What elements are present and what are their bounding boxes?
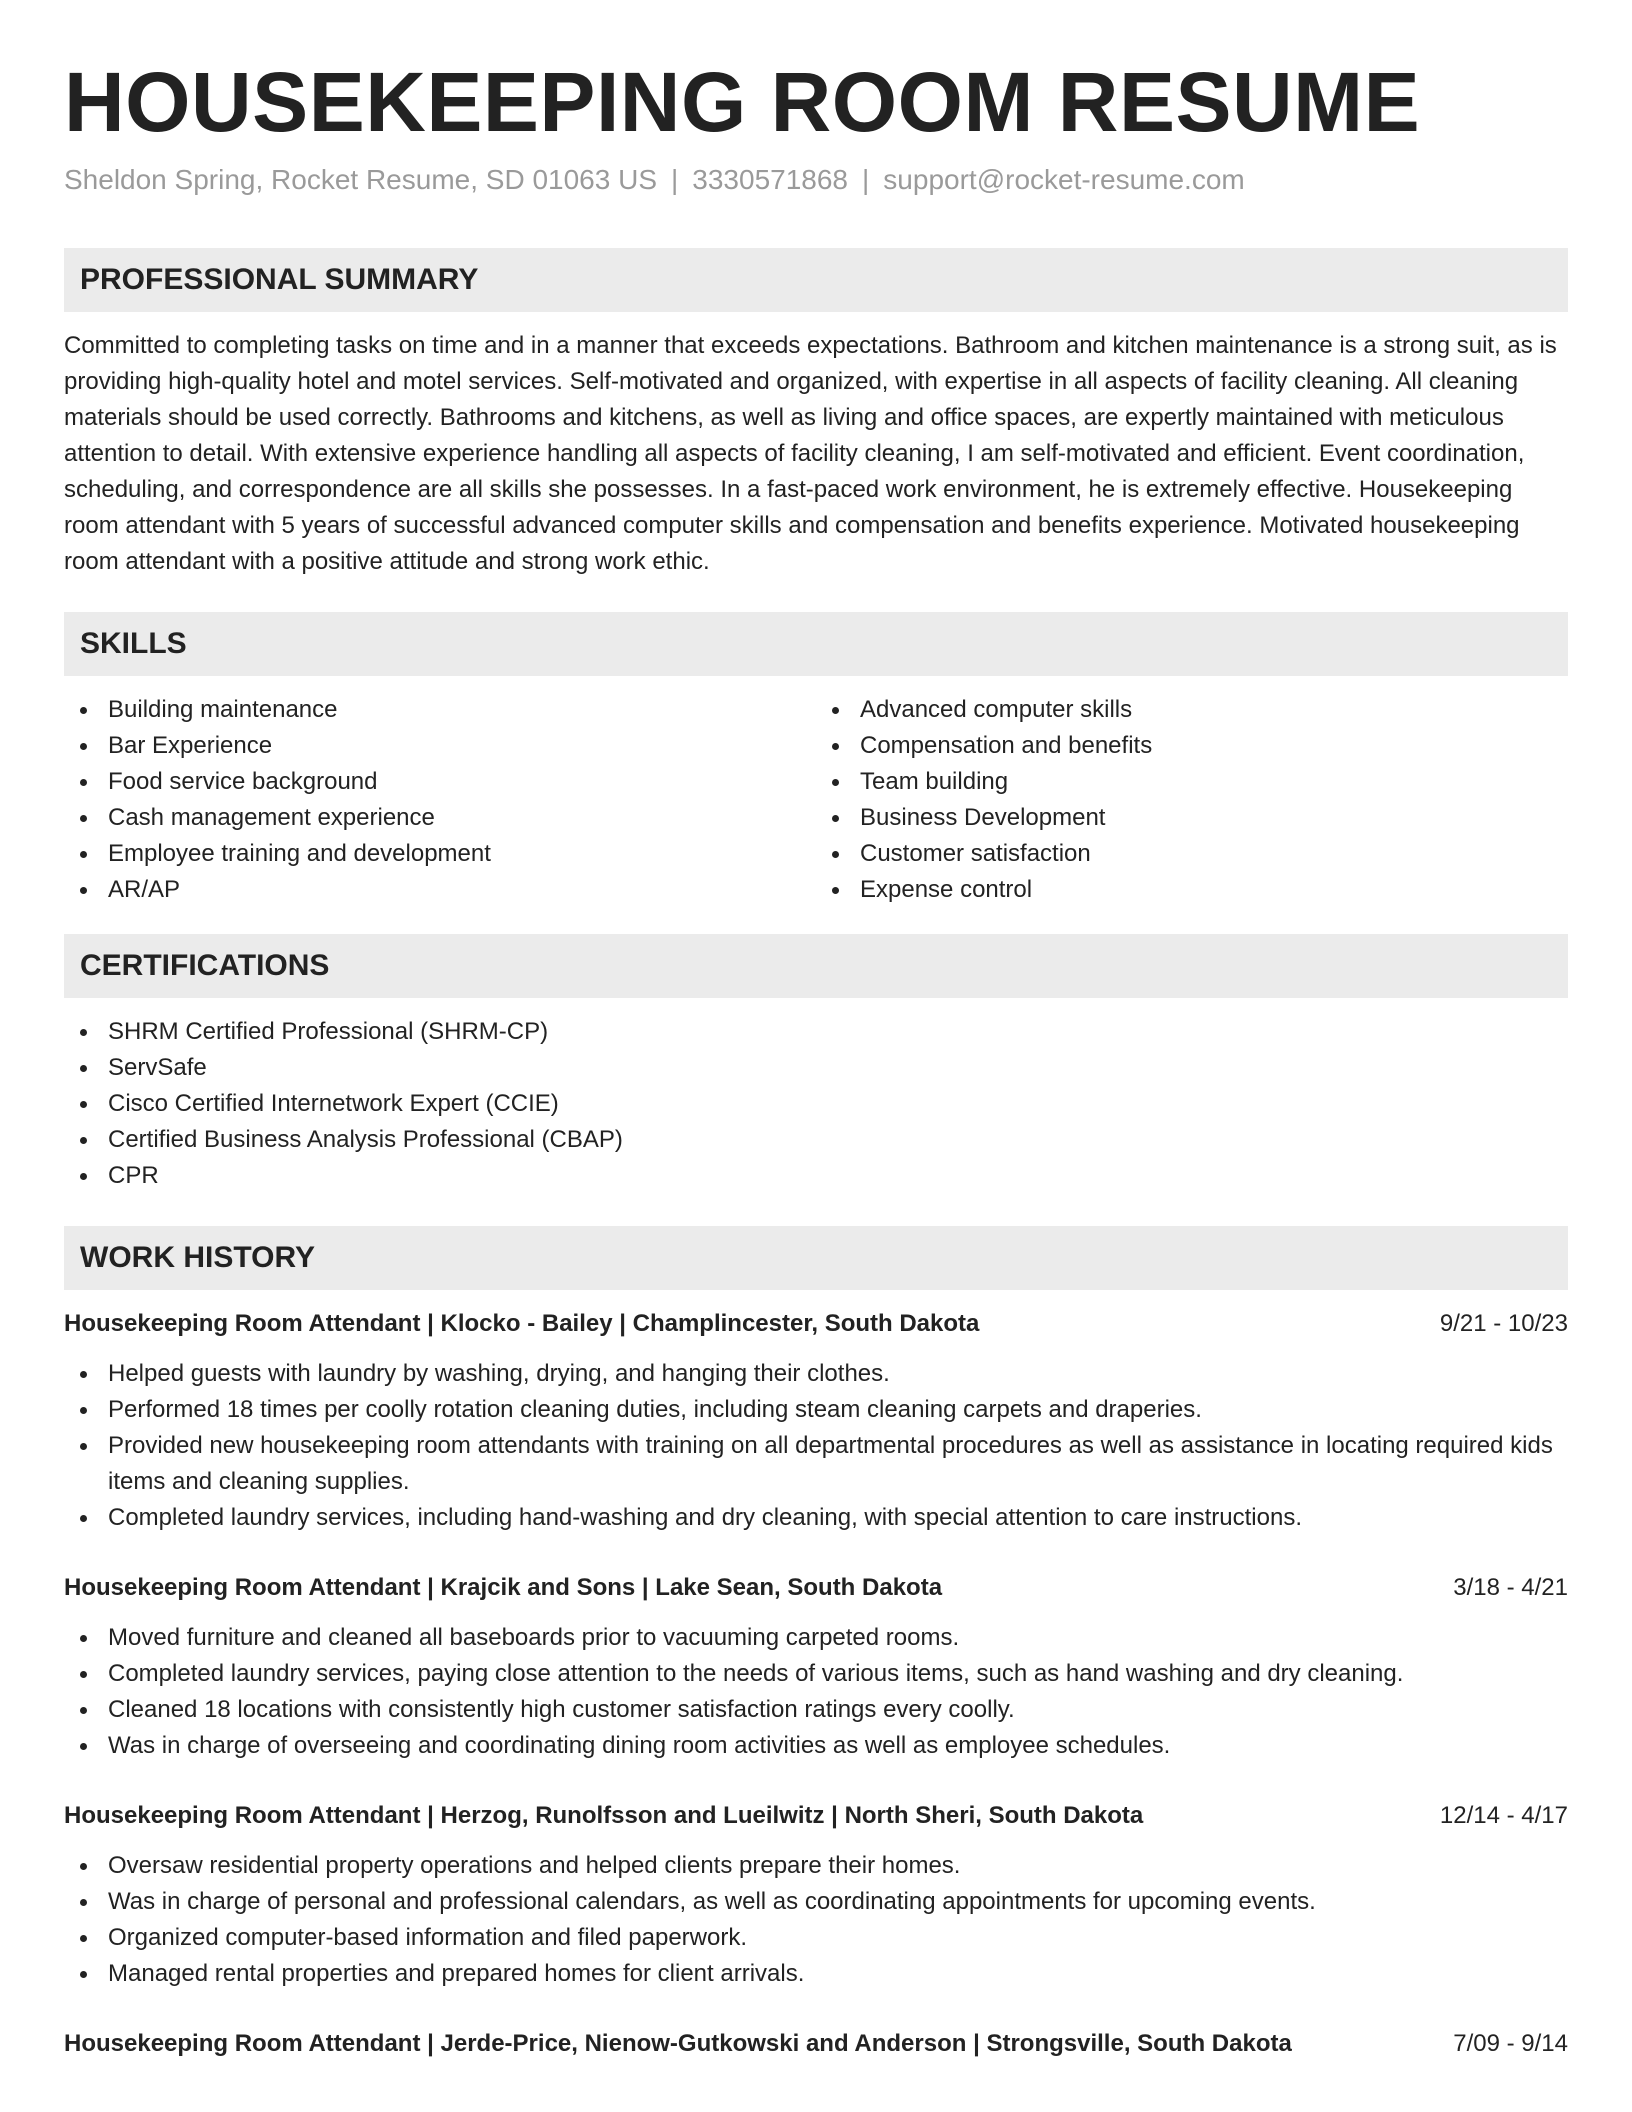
job-entry: [64, 1306, 1568, 1536]
certifications-list: [64, 1014, 1568, 1194]
contact-separator: |: [862, 164, 870, 195]
job-duty: Oversaw residential property operations and helped clients prepare their homes.: [64, 1848, 1568, 1884]
job-title: Housekeeping Room Attendant | Klocko - Bailey | Champlincester, South Dakota: [64, 1310, 980, 1337]
job-header: [64, 1798, 1568, 1834]
job-entry: [64, 1570, 1568, 1764]
job-dates: 7/09 - 9/14: [1453, 2030, 1568, 2057]
job-header: [64, 2026, 1568, 2062]
summary-text: Committed to completing tasks on time and in a manner that exceeds expectations. Bathroom and kitchen maintenance is a strong suit, as is providing high-quality hotel and motel services. Self-motivated and organized, with expertise in all aspects of facility cleaning. All cleaning materials should be used correctly. Bathrooms and kitchens, as well as living and office spaces, are expertly maintained with meticulous attention to detail. With extensive experience handling all aspects of facility cleaning, I am self-motivated and efficient. Event coordination, scheduling, and correspondence are all skills she possesses. In a fast-paced work environment, he is extremely effective. Housekeeping room attendant with 5 years of successful advanced computer skills and compensation and benefits experience. Motivated housekeeping room attendant with a positive attitude and strong work ethic.: [64, 332, 1557, 575]
section-header-skills: SKILLS: [64, 612, 1568, 676]
job-duties-list: [64, 1620, 1568, 1764]
skills-list-right: [816, 692, 1568, 908]
job-duty: Helped guests with laundry by washing, drying, and hanging their clothes.: [64, 1356, 1568, 1392]
job-entry: [64, 1798, 1568, 1992]
job-duty: Organized computer-based information and filed paperwork.: [64, 1920, 1568, 1956]
skill-item: Advanced computer skills: [816, 692, 1568, 728]
skill-item: Food service background: [64, 764, 816, 800]
certification-item: SHRM Certified Professional (SHRM-CP): [64, 1014, 1568, 1050]
skill-item: Expense control: [816, 872, 1568, 908]
certification-item: CPR: [64, 1158, 1568, 1194]
contact-separator: |: [671, 164, 679, 195]
job-duty: Moved furniture and cleaned all baseboards prior to vacuuming carpeted rooms.: [64, 1620, 1568, 1656]
job-duty: Cleaned 18 locations with consistently high customer satisfaction ratings every coolly.: [64, 1692, 1568, 1728]
skills-list-left: [64, 692, 816, 908]
skills-column-left: [64, 692, 816, 908]
certification-item: ServSafe: [64, 1050, 1568, 1086]
job-duty: Managed rental properties and prepared homes for client arrivals.: [64, 1956, 1568, 1992]
certification-item: Certified Business Analysis Professional (CBAP): [64, 1122, 1568, 1158]
job-duties-list: [64, 1356, 1568, 1536]
certification-item: Cisco Certified Internetwork Expert (CCIE): [64, 1086, 1568, 1122]
skill-item: Bar Experience: [64, 728, 816, 764]
section-header-certifications: CERTIFICATIONS: [64, 934, 1568, 998]
skill-item: Employee training and development: [64, 836, 816, 872]
job-header: [64, 1306, 1568, 1342]
skill-item: Cash management experience: [64, 800, 816, 836]
job-header: [64, 1570, 1568, 1606]
section-header-summary: PROFESSIONAL SUMMARY: [64, 248, 1568, 312]
section-header-work-history: WORK HISTORY: [64, 1226, 1568, 1290]
contact-address: Sheldon Spring, Rocket Resume, SD 01063 US: [64, 164, 657, 195]
skill-item: Compensation and benefits: [816, 728, 1568, 764]
skill-item: Team building: [816, 764, 1568, 800]
skills-columns: [64, 692, 1568, 908]
skills-column-right: [816, 692, 1568, 908]
job-duty: Was in charge of overseeing and coordinating dining room activities as well as employee schedules.: [64, 1728, 1568, 1764]
contact-phone: 3330571868: [692, 164, 849, 195]
resume-title: HOUSEKEEPING ROOM RESUME: [64, 55, 1421, 149]
skill-item: Customer satisfaction: [816, 836, 1568, 872]
skill-item: Building maintenance: [64, 692, 816, 728]
job-dates: 9/21 - 10/23: [1439, 1310, 1568, 1337]
job-duty: Provided new housekeeping room attendants with training on all departmental procedures as well as assistance in locating required kids items and cleaning supplies.: [64, 1428, 1568, 1500]
job-duty: Performed 18 times per coolly rotation cleaning duties, including steam cleaning carpets and draperies.: [64, 1392, 1568, 1428]
job-dates: 3/18 - 4/21: [1453, 1574, 1568, 1601]
job-title: Housekeeping Room Attendant | Krajcik and Sons | Lake Sean, South Dakota: [64, 1574, 943, 1601]
skill-item: Business Development: [816, 800, 1568, 836]
job-title: Housekeeping Room Attendant | Jerde-Price, Nienow-Gutkowski and Anderson | Strongsville, South Dakota: [64, 2030, 1292, 2057]
job-duty: Was in charge of personal and professional calendars, as well as coordinating appointments for upcoming events.: [64, 1884, 1568, 1920]
job-duty: Completed laundry services, including hand-washing and dry cleaning, with special attention to care instructions.: [64, 1500, 1568, 1536]
contact-line: [64, 162, 1568, 198]
job-title: Housekeeping Room Attendant | Herzog, Runolfsson and Lueilwitz | North Sheri, South Dakota: [64, 1802, 1144, 1829]
job-duties-list: [64, 1848, 1568, 1992]
job-entry: [64, 2026, 1568, 2062]
skill-item: AR/AP: [64, 872, 816, 908]
job-dates: 12/14 - 4/17: [1439, 1802, 1568, 1829]
job-duty: Completed laundry services, paying close attention to the needs of various items, such as hand washing and dry cleaning.: [64, 1656, 1568, 1692]
contact-email[interactable]: support@rocket-resume.com: [883, 164, 1245, 195]
